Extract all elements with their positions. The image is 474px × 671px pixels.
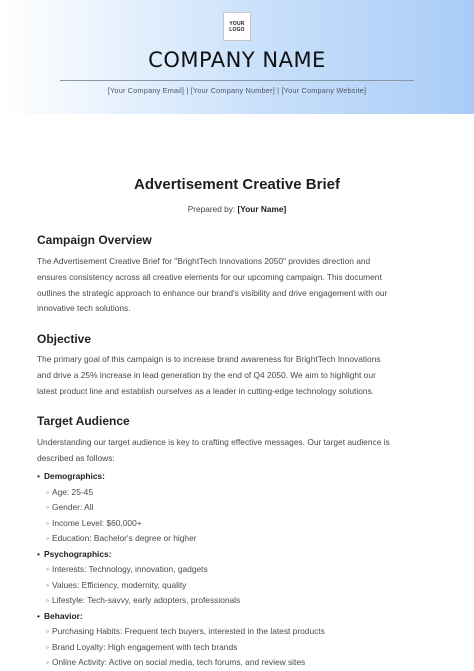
paragraph-line: described as follows:: [37, 452, 115, 463]
paragraph-line: The primary goal of this campaign is to increase brand awareness for BrightTech Innovations: [37, 354, 381, 364]
list-item: ◦ Interests: Technology, innovation, gadgets: [46, 564, 208, 574]
list-group-psychographics: • Psychographics:: [37, 549, 112, 559]
list-group-demographics: • Demographics:: [37, 471, 105, 481]
campaign-overview-text: [37, 254, 442, 317]
objective-heading: Objective: [37, 332, 92, 346]
paragraph-line: latest product line and establish ourselves as a leader in cutting-edge technology solutions.: [37, 385, 375, 396]
paragraph-line: outlines the strategic approach to enhance our brand's visibility and drive engagement with our: [37, 287, 388, 298]
list-item: ◦ Brand Loyalty: High engagement with tech brands: [46, 642, 237, 652]
campaign-overview-heading: Campaign Overview: [37, 233, 152, 247]
target-audience-heading: Target Audience: [37, 414, 130, 428]
logo-text: YOUR LOGO: [229, 20, 245, 33]
list-group-behavior: • Behavior:: [37, 611, 83, 621]
paragraph-line: Understanding our target audience is key to crafting effective messages. Our target audience is: [37, 437, 390, 447]
list-item: ◦ Online Activity: Active on social media, tech forums, and review sites: [46, 657, 305, 667]
prepared-by-value: [Your Name]: [237, 204, 287, 214]
target-audience-intro: [37, 435, 442, 467]
paragraph-line: The Advertisement Creative Brief for "BrightTech Innovations 2050" provides direction and: [37, 256, 371, 266]
header-divider: [60, 80, 414, 81]
list-item: ◦ Income Level: $60,000+: [46, 518, 142, 528]
company-contact-line: [Your Company Email] | [Your Company Number] | [Your Company Website]: [107, 86, 367, 95]
list-item: ◦ Gender: All: [46, 502, 93, 512]
prepared-by-label: Prepared by:: [187, 204, 236, 214]
letterhead-header: [0, 0, 474, 114]
objective-text: [37, 352, 442, 399]
list-item: ◦ Values: Efficiency, modernity, quality: [46, 580, 186, 590]
list-item: ◦ Education: Bachelor's degree or higher: [46, 533, 197, 543]
list-item: ◦ Lifestyle: Tech-savvy, early adopters, professionals: [46, 595, 240, 605]
paragraph-line: and drive a 25% increase in lead generation by the end of Q4 2050. We aim to highlight our: [37, 369, 376, 380]
paragraph-line: ensures consistency across all creative elements for our upcoming campaign. This document: [37, 271, 382, 282]
list-item: ◦ Age: 25-45: [46, 487, 93, 497]
company-logo: [223, 12, 251, 41]
document-title: Advertisement Creative Brief: [134, 176, 340, 193]
company-name: COMPANY NAME: [148, 48, 326, 72]
prepared-by: [0, 204, 474, 214]
paragraph-line: innovative tech solutions.: [37, 303, 131, 314]
list-item: ◦ Purchasing Habits: Frequent tech buyers, interested in the latest products: [46, 626, 325, 636]
